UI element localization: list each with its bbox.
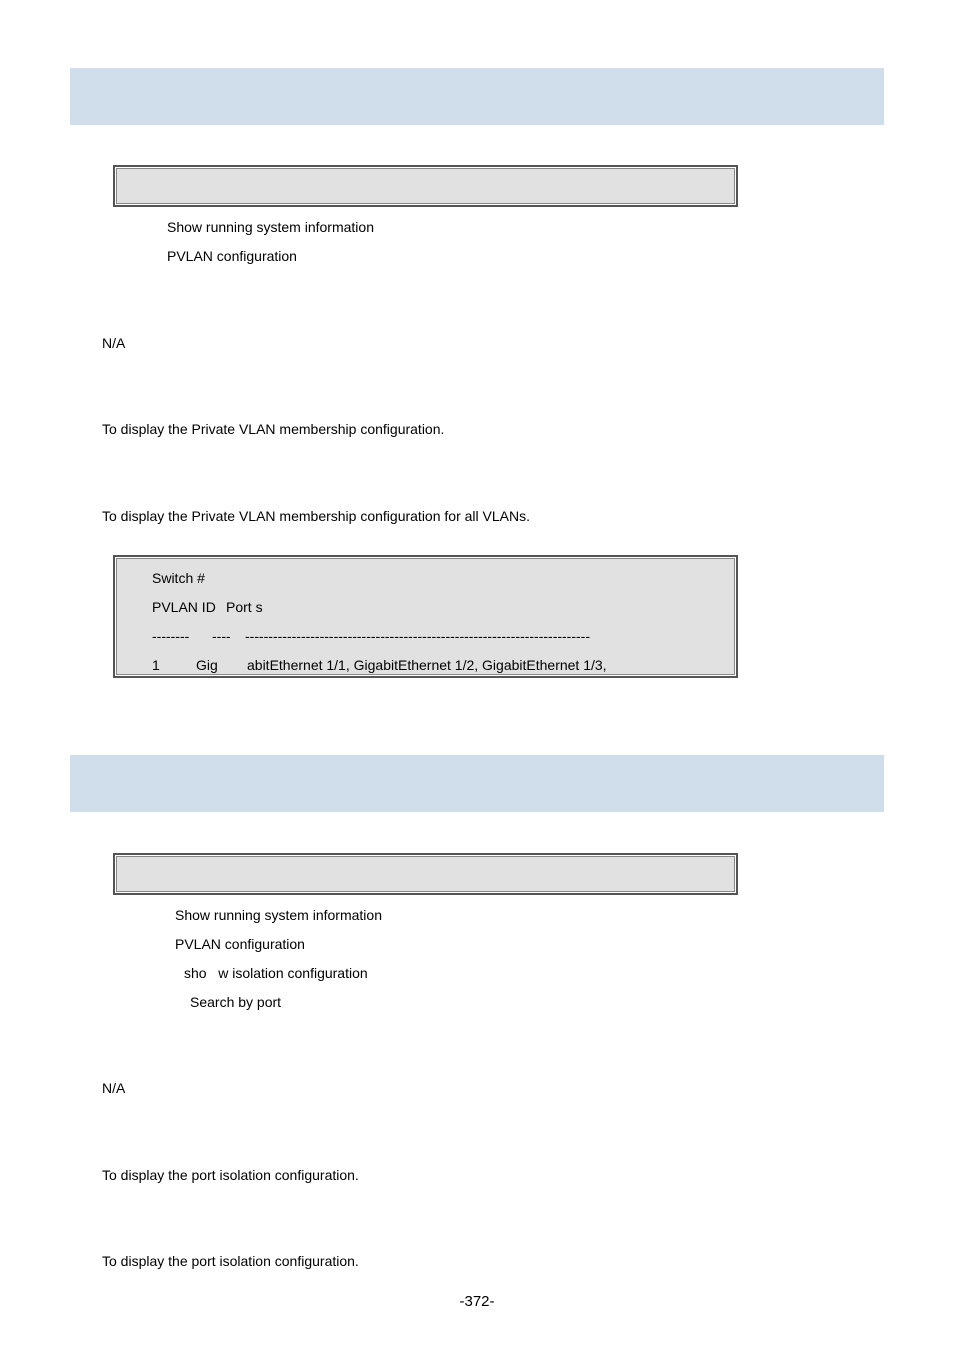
example-intro-text: To display the Private VLAN membership configuration for all VLANs. — [102, 508, 530, 524]
output-header-pvlan: PVLAN ID — [152, 599, 216, 615]
param-description: Show running system information — [175, 907, 382, 923]
output-row-ports: abitEthernet 1/1, GigabitEthernet 1/2, GigabitEthernet 1/3, — [247, 657, 607, 673]
param-description: PVLAN configuration — [175, 936, 305, 952]
command-syntax-box — [113, 165, 738, 207]
param-description: Show running system information — [167, 219, 374, 235]
usage-guide-text: To display the Private VLAN membership configuration. — [102, 421, 445, 437]
param-description: PVLAN configuration — [167, 248, 297, 264]
output-header-ports: Port s — [226, 599, 263, 615]
cli-prompt: Switch # — [152, 570, 205, 586]
output-separator: ---- — [212, 628, 231, 644]
param-description: Search by port — [190, 994, 282, 1010]
output-row-id: 1 — [152, 657, 160, 673]
output-separator: -------------------------------------------------------------------------- — [245, 628, 590, 644]
output-separator: -------- — [152, 628, 190, 644]
default-value: N/A — [102, 1080, 126, 1096]
example-intro-text: To display the port isolation configuration. — [102, 1253, 359, 1269]
page-number: -372- — [459, 1293, 495, 1310]
usage-guide-text: To display the port isolation configuration. — [102, 1167, 359, 1183]
param-description: sho w isolation configuration — [184, 965, 368, 981]
section-heading-band — [70, 68, 884, 125]
command-syntax-box — [113, 853, 738, 895]
section-heading-band — [70, 755, 884, 812]
output-row-gig: Gig — [196, 657, 218, 673]
default-value: N/A — [102, 335, 126, 351]
